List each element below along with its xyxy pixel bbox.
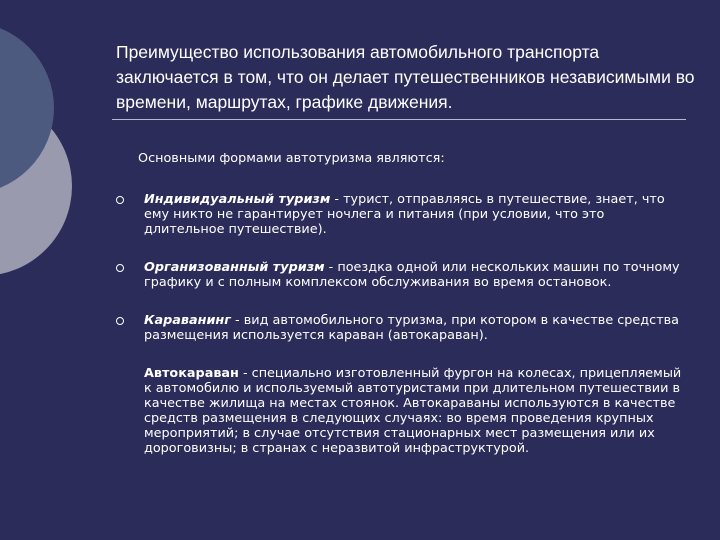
slide-title: Преимущество использования автомобильного транспорта заключается в том, что он делает путешественников независимыми во времени, маршрутах, графике движения. xyxy=(116,42,695,112)
subparagraph-term: Автокараван xyxy=(144,366,239,381)
item-term: Индивидуальный туризм xyxy=(144,192,331,207)
item-term: Караванинг xyxy=(144,313,231,328)
subparagraph-autocaravan xyxy=(116,366,688,456)
list-item-individual xyxy=(116,192,688,237)
bullet-circle-icon xyxy=(116,264,124,272)
list-item-organized xyxy=(116,260,688,290)
bullet-circle-icon xyxy=(116,196,124,204)
item-text: - вид автомобильного туризма, при котором в качестве средства размещения используется караван (автокараван). xyxy=(144,313,680,343)
subparagraph-text: - специально изготовленный фургон на колесах, прицепляемый к автомобилю и используемый автотуристами при длительном путешествии в качестве жилища на местах стоянок. Автокараваны используются в качестве средств размещения в следующих случаях: во время проведения крупных мероприятий; в случае отсутствия стационарных мест размещения или их дороговизны; в странах с неразвитой инфраструктурой. xyxy=(144,366,682,456)
slide-content xyxy=(116,151,688,456)
intro-text: Основными формами автотуризма являются: xyxy=(138,151,445,166)
title-divider xyxy=(112,119,686,120)
item-text: - поездка одной или нескольких машин по точному графику и с полным комплексом обслуживания во время остановок. xyxy=(144,260,680,290)
bullet-circle-icon xyxy=(116,317,124,325)
item-term: Организованный туризм xyxy=(144,260,325,275)
item-text: - турист, отправляясь в путешествие, знает, что ему никто не гарантирует ночлега и питания (при условии, что это длительное путешествие). xyxy=(144,192,665,237)
list-item-caravanning xyxy=(116,313,688,343)
